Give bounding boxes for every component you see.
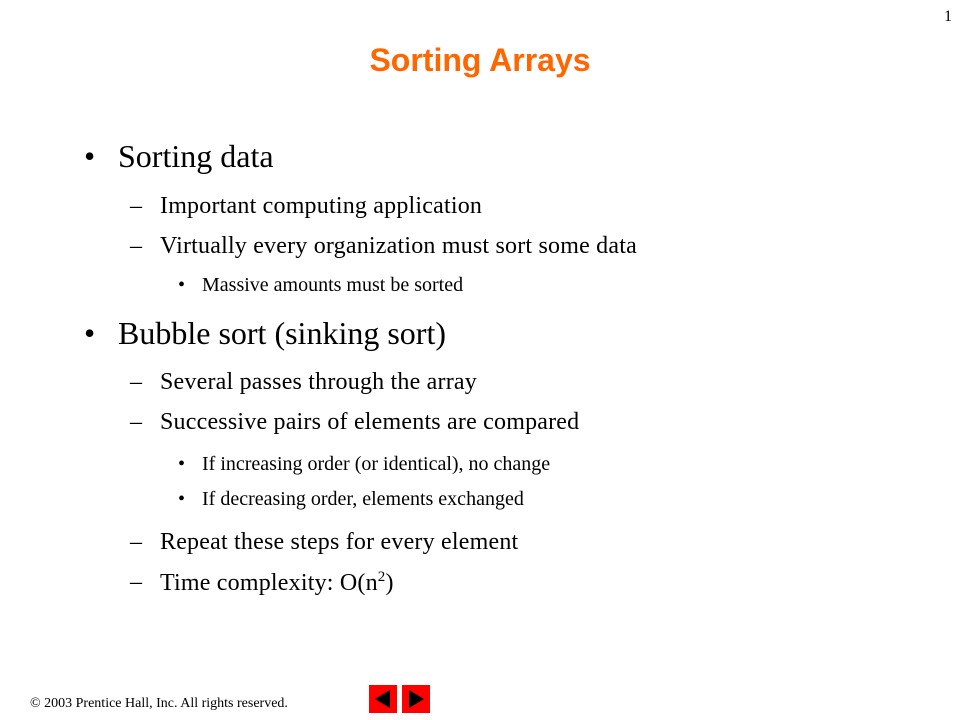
- sub-bullet-complexity: [130, 569, 394, 597]
- bullet-marker: •: [178, 488, 186, 510]
- sub-bullet-text: Repeat these steps for every element: [160, 529, 519, 555]
- copyright-icon: ©: [30, 696, 41, 711]
- copyright-text: 2003 Prentice Hall, Inc. All rights reserved.: [44, 696, 288, 711]
- dash-marker: –: [130, 369, 143, 395]
- bullet-sorting-data: [84, 138, 274, 175]
- triangle-right-icon: [402, 685, 430, 713]
- bullet-bubble-sort: [84, 315, 446, 352]
- sub-bullet-text: Successive pairs of elements are compared: [160, 409, 580, 435]
- bullet-marker: •: [84, 138, 96, 174]
- slide-navigation: [368, 684, 431, 714]
- bullet-marker: •: [84, 315, 96, 351]
- dash-marker: –: [130, 569, 143, 595]
- complexity-superscript: 2: [377, 569, 386, 585]
- sub-sub-bullet-text: If decreasing order, elements exchanged: [202, 488, 524, 510]
- sub-bullet-text: Important computing application: [160, 193, 483, 219]
- slide-title: Sorting Arrays: [369, 42, 591, 78]
- complexity-prefix: Time complexity: O(n: [160, 570, 378, 596]
- sub-bullet: [130, 409, 580, 436]
- dash-marker: –: [130, 409, 143, 435]
- sub-bullet-text: Virtually every organization must sort some data: [160, 233, 637, 259]
- complexity-suffix: ): [385, 570, 394, 596]
- dash-marker: –: [130, 233, 143, 259]
- bullet-text: Sorting data: [118, 138, 274, 174]
- triangle-left-icon: [369, 685, 397, 713]
- bullet-marker: •: [178, 453, 186, 475]
- bullet-marker: •: [178, 274, 186, 296]
- sub-bullet: [130, 233, 637, 260]
- sub-sub-bullet-text: If increasing order (or identical), no change: [202, 453, 551, 475]
- dash-marker: –: [130, 529, 143, 555]
- sub-sub-bullet: [178, 274, 464, 297]
- bullet-text: Bubble sort (sinking sort): [118, 315, 446, 351]
- dash-marker: –: [130, 193, 143, 219]
- copyright-footer: [30, 696, 288, 712]
- sub-sub-bullet: [178, 453, 551, 476]
- previous-slide-button[interactable]: [368, 684, 398, 714]
- sub-sub-bullet-text: Massive amounts must be sorted: [202, 274, 464, 296]
- sub-bullet: [130, 369, 477, 396]
- sub-bullet: [130, 193, 483, 220]
- sub-sub-bullet: [178, 488, 524, 511]
- sub-bullet-text: Several passes through the array: [160, 369, 477, 395]
- page-number: 1: [944, 8, 952, 25]
- sub-bullet: [130, 529, 519, 556]
- next-slide-button[interactable]: [401, 684, 431, 714]
